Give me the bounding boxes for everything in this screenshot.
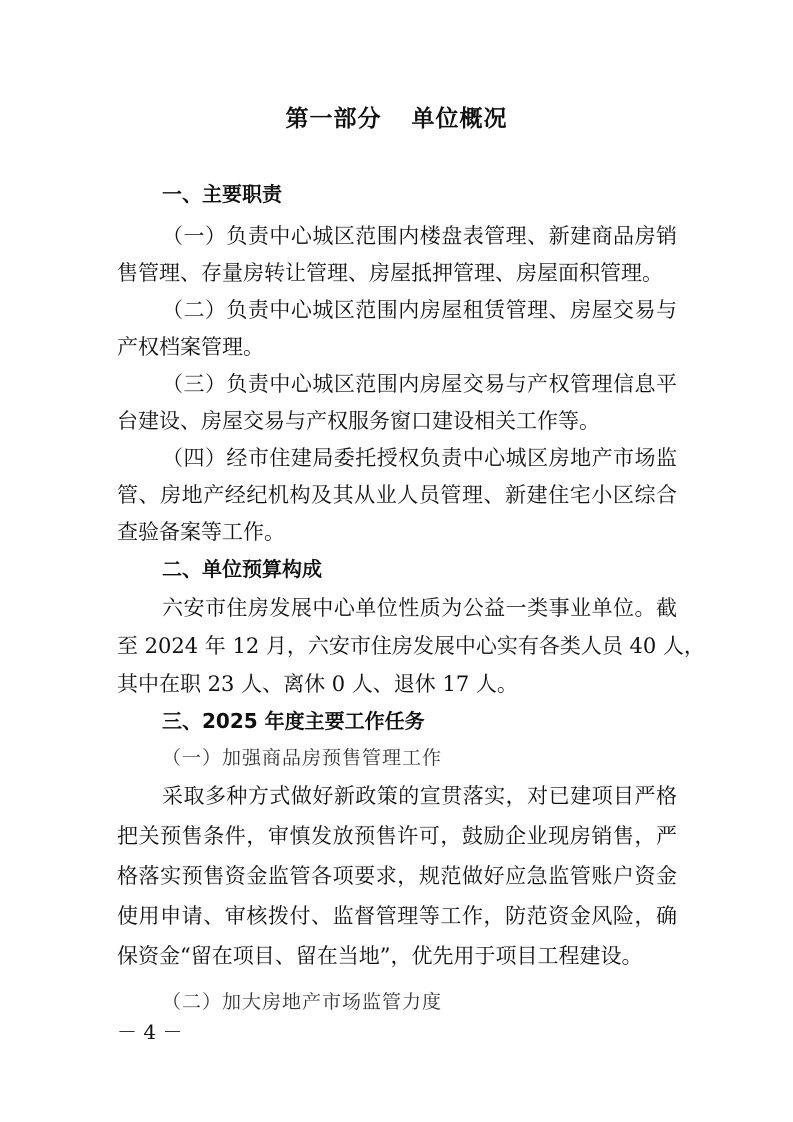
- title-part: 第一部分: [285, 106, 382, 132]
- page-title: [0, 100, 793, 133]
- section-heading: 二、单位预算构成: [162, 557, 322, 581]
- body-text-line: 台建设、房屋交易与产权服务窗口建设相关工作等。: [117, 409, 600, 433]
- section-heading: 一、主要职责: [162, 182, 282, 206]
- body-text-line: 其中在职 23 人、离休 0 人、退休 17 人。: [117, 672, 518, 696]
- body-text-line: 查验备案等工作。: [117, 520, 285, 544]
- body-text-line: 六安市住房发展中心单位性质为公益一类事业单位。截: [162, 596, 677, 620]
- body-text-line: 产权档案管理。: [117, 335, 264, 359]
- page-number: － 4 －: [117, 1020, 183, 1044]
- body-text-line: 采取多种方式做好新政策的宣贯落实，对已建项目严格: [162, 784, 677, 808]
- title-name: 单位概况: [411, 106, 508, 132]
- body-text-line: （四）经市住建局委托授权负责中心城区房地产市场监: [162, 446, 677, 470]
- body-text-line: （一）负责中心城区范围内楼盘表管理、新建商品房销: [162, 224, 677, 248]
- body-text-line: 售管理、存量房转让管理、房屋抵押管理、房屋面积管理。: [117, 261, 663, 285]
- body-text-line: 格落实预售资金监管各项要求，规范做好应急监管账户资金: [117, 864, 677, 888]
- subsection-heading: （二）加大房地产市场监管力度: [162, 991, 443, 1013]
- body-text-line: 管、房地产经纪机构及其从业人员管理、新建住宅小区综合: [117, 483, 677, 507]
- body-text-line: （三）负责中心城区范围内房屋交易与产权管理信息平: [162, 372, 677, 396]
- subsection-heading: （一）加强商品房预售管理工作: [162, 747, 443, 769]
- section-heading: 三、2025 年度主要工作任务: [162, 709, 425, 733]
- body-text-line: （二）负责中心城区范围内房屋租赁管理、房屋交易与: [162, 298, 677, 322]
- body-text-line: 保资金“留在项目、留在当地”，优先用于项目工程建设。: [117, 944, 643, 968]
- body-text-line: 使用申请、审核拨付、监督管理等工作，防范资金风险，确: [117, 904, 677, 928]
- body-text-line: 至 2024 年 12 月，六安市住房发展中心实有各类人员 40 人，: [117, 634, 705, 658]
- body-text-line: 把关预售条件，审慎发放预售许可，鼓励企业现房销售，严: [117, 824, 677, 848]
